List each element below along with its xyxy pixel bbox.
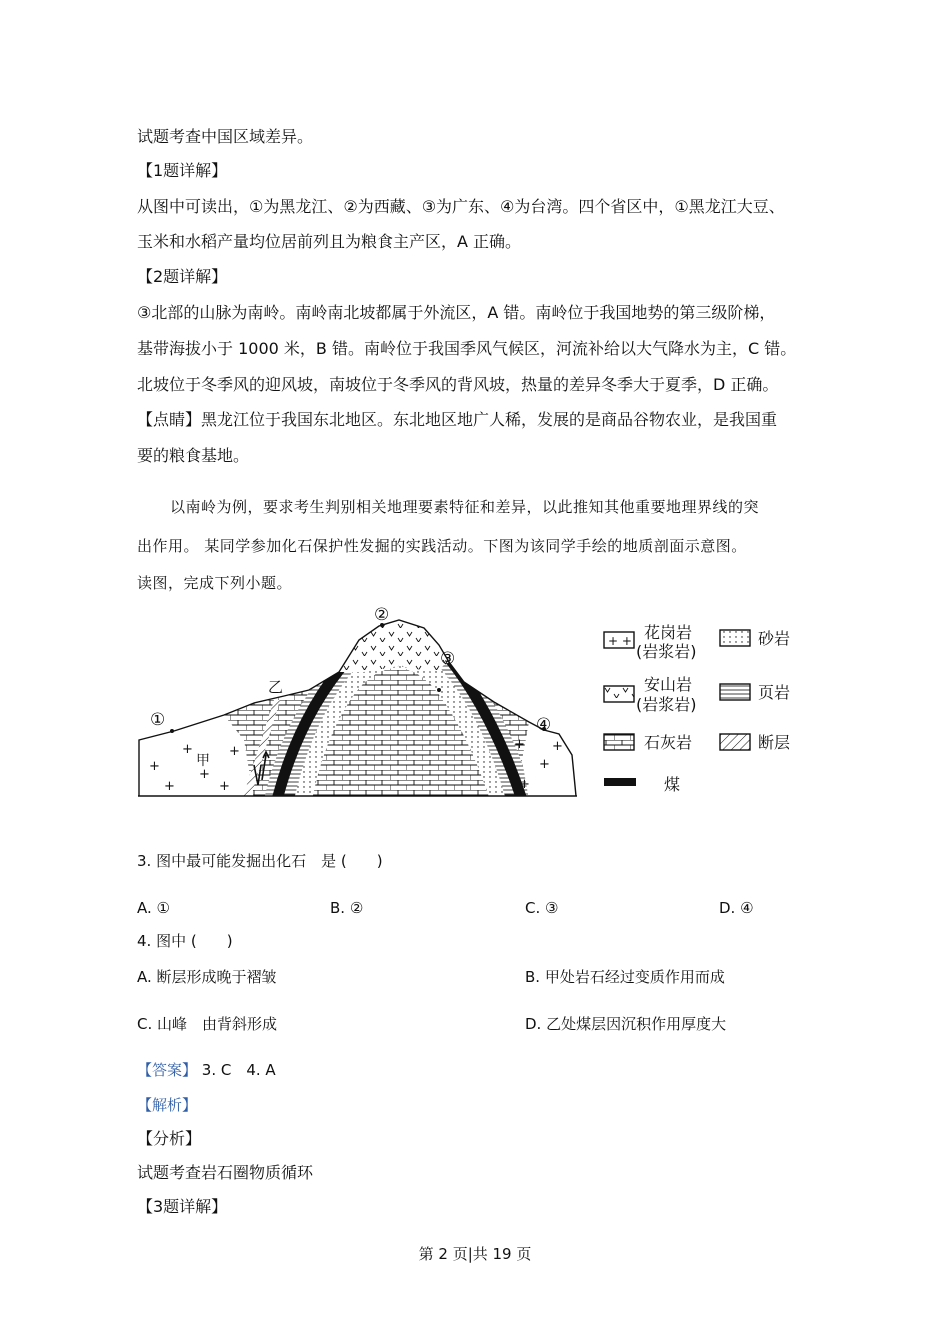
yi-label: 乙: [268, 678, 284, 696]
svg-text:+: +: [229, 744, 240, 759]
svg-text:+: +: [149, 759, 160, 774]
q4-option-b: B. 甲处岩石经过变质作用而成: [525, 968, 725, 986]
legend-shale: 页岩: [758, 683, 791, 702]
passage-line: 以南岭为例，要求考生判别相关地理要素特征和差异，以此推知其他重要地理界线的突: [170, 498, 760, 516]
svg-text:(岩浆岩): (岩浆岩): [636, 695, 697, 714]
q4-option-d: D. 乙处煤层因沉积作用厚度大: [525, 1015, 727, 1033]
svg-text:+: +: [519, 777, 530, 792]
q3-option-d: D. ④: [719, 899, 754, 917]
q4-stem: 4. 图中 ( ): [137, 932, 233, 950]
passage-line: 出作用。 某同学参加化石保护性发掘的实践活动。下图为该同学手绘的地质剖面示意图。: [137, 537, 747, 555]
analysis-label: 【解析】: [137, 1096, 198, 1114]
q3-option-c: C. ③: [525, 899, 559, 917]
legend-andesite: 安山岩: [644, 675, 693, 694]
svg-text:+: +: [539, 757, 550, 772]
legend-fault: 断层: [758, 733, 791, 752]
answer-label: 【答案】: [137, 1061, 198, 1079]
mark-1: ①: [150, 710, 166, 730]
jia-label: 甲: [196, 753, 210, 769]
text-line: 要的粮食基地。: [137, 446, 250, 465]
text-line: ③北部的山脉为南岭。南岭南北坡都属于外流区，A 错。南岭位于我国地势的第三级阶梯，: [137, 303, 776, 322]
text-line: 基带海拔小于 1000 米，B 错。南岭位于我国季风气候区，河流补给以大气降水为主，C 错。: [137, 339, 797, 358]
answer-value: 3. C 4. A: [201, 1061, 276, 1079]
q3-option-a: A. ①: [137, 899, 170, 917]
legend-sandstone: 砂岩: [758, 629, 791, 648]
svg-text:+: +: [552, 739, 563, 754]
section-heading: 【2题详解】: [137, 267, 228, 286]
mark-3: ③: [440, 649, 456, 669]
svg-text:+ +: + +: [608, 634, 632, 648]
fenxi-heading: 【分析】: [137, 1129, 202, 1148]
legend-granite: 花岗岩: [644, 623, 693, 642]
q4-option-a: A. 断层形成晚于褶皱: [137, 968, 277, 986]
passage-line: 读图，完成下列小题。: [137, 574, 293, 592]
detail3-heading: 【3题详解】: [137, 1197, 228, 1216]
text-line: 从图中可读出，①为黑龙江、②为西藏、③为广东、④为台湾。四个省区中，①黑龙江大豆、: [137, 197, 785, 216]
svg-text:(岩浆岩): (岩浆岩): [636, 642, 697, 661]
answer-line: [137, 1059, 276, 1081]
q4-option-c: C. 山峰 由背斜形成: [137, 1015, 278, 1033]
legend-coal: 煤: [664, 775, 681, 794]
section-heading: 【1题详解】: [137, 161, 228, 180]
q3-stem: 3. 图中最可能发掘出化石 是 ( ): [137, 852, 383, 870]
text-line: 试题考查中国区域差异。: [137, 127, 314, 146]
svg-text:+: +: [219, 779, 230, 794]
mark-2: ②: [374, 605, 390, 625]
text-line: 玉米和水稻产量均位居前列且为粮食主产区，A 正确。: [137, 232, 522, 251]
geologic-section-figure: [134, 600, 814, 800]
svg-text:+: +: [182, 742, 193, 757]
mark-4: ④: [536, 715, 552, 735]
svg-text:+: +: [164, 779, 175, 794]
legend-limestone: 石灰岩: [644, 733, 693, 752]
svg-text:+: +: [514, 737, 525, 752]
legend: [604, 623, 790, 794]
page-footer: 第 2 页|共 19 页: [418, 1245, 532, 1263]
text-line: 北坡位于冬季风的迎风坡，南坡位于冬季风的背风坡，热量的差异冬季大于夏季，D 正确。: [137, 375, 779, 394]
svg-text:+: +: [199, 767, 210, 782]
analysis-text: 试题考查岩石圈物质循环: [137, 1163, 314, 1182]
q3-option-b: B. ②: [330, 899, 364, 917]
text-line: 【点睛】黑龙江位于我国东北地区。东北地区地广人稀，发展的是商品谷物农业，是我国重: [137, 410, 778, 429]
